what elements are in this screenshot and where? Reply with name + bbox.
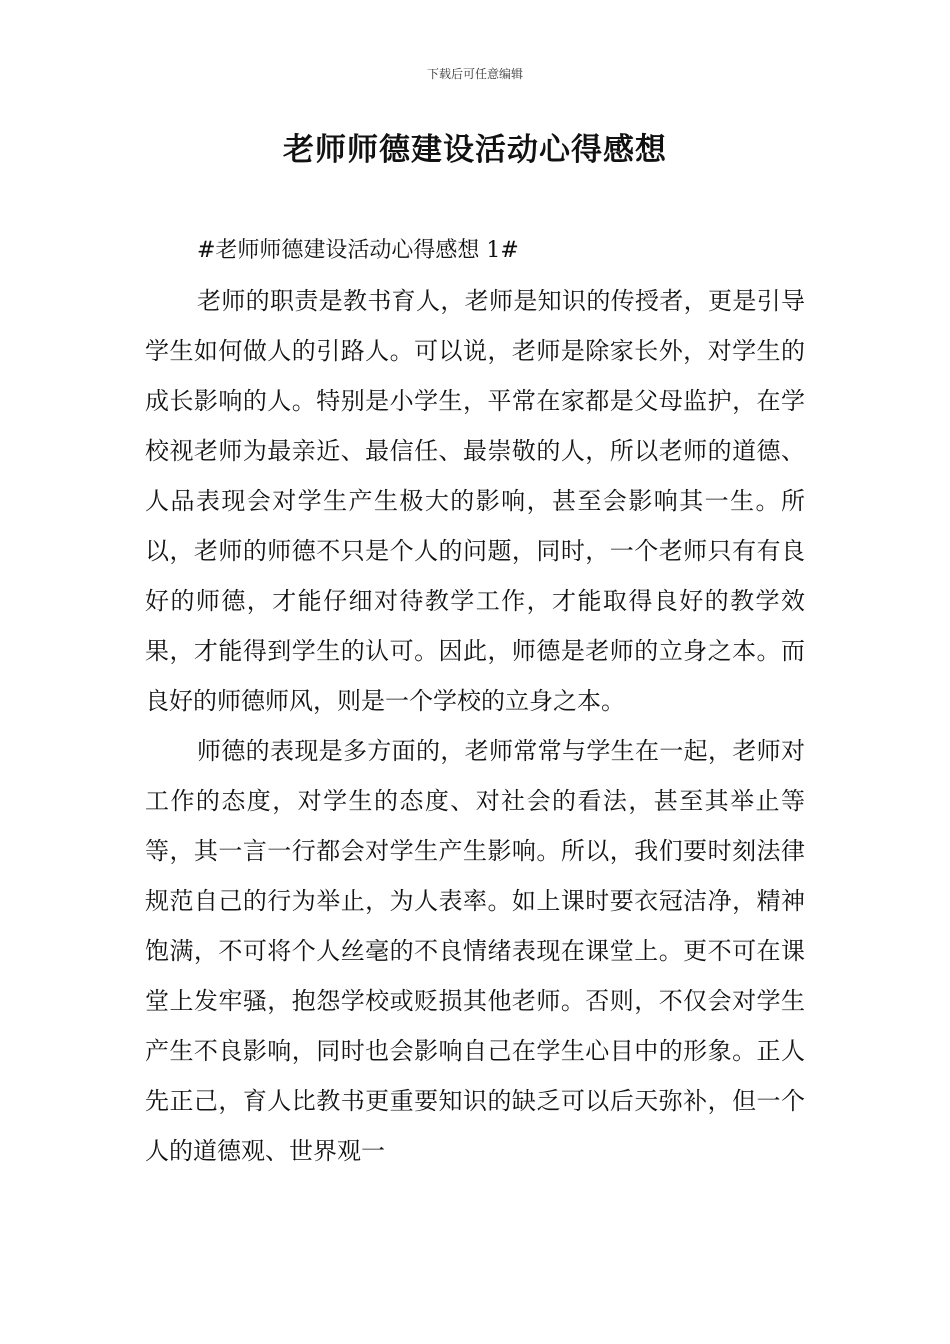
document-title: 老师师德建设活动心得感想 — [283, 132, 667, 168]
paragraph-2: 师德的表现是多方面的，老师常常与学生在一起，老师对工作的态度，对学生的态度、对社会的看法，甚至其举止等等，其一言一行都会对学生产生影响。所以，我们要时刻法律规范自己的行为举止，为人表率。如上课时要衣冠洁净，精神饱满，不可将个人丝毫的不良情绪表现在课堂上。更不可在课堂上发牢骚，抱怨学校或贬损其他老师。否则，不仅会对学生产生不良影响，同时也会影响自己在学生心目中的形象。正人先正己，育人比教书更重要知识的缺乏可以后天弥补，但一个人的道德观、世界观一 — [145, 737, 805, 1165]
document-body — [145, 226, 805, 1176]
paragraph-1: 老师的职责是教书育人，老师是知识的传授者，更是引导学生如何做人的引路人。可以说，老师是除家长外，对学生的成长影响的人。特别是小学生，平常在家都是父母监护，在学校视老师为最亲近、最信任、最崇敬的人，所以老师的道德、人品表现会对学生产生极大的影响，甚至会影响其一生。所以，老师的师德不只是个人的问题，同时，一个老师只有有良好的师德，才能仔细对待教学工作，才能取得良好的教学效果，才能得到学生的认可。因此，师德是老师的立身之本。而良好的师德师风，则是一个学校的立身之本。 — [145, 287, 805, 715]
header-note: 下载后可任意编辑 — [426, 67, 523, 81]
section-heading: #老师师德建设活动心得感想 1# — [197, 238, 519, 263]
